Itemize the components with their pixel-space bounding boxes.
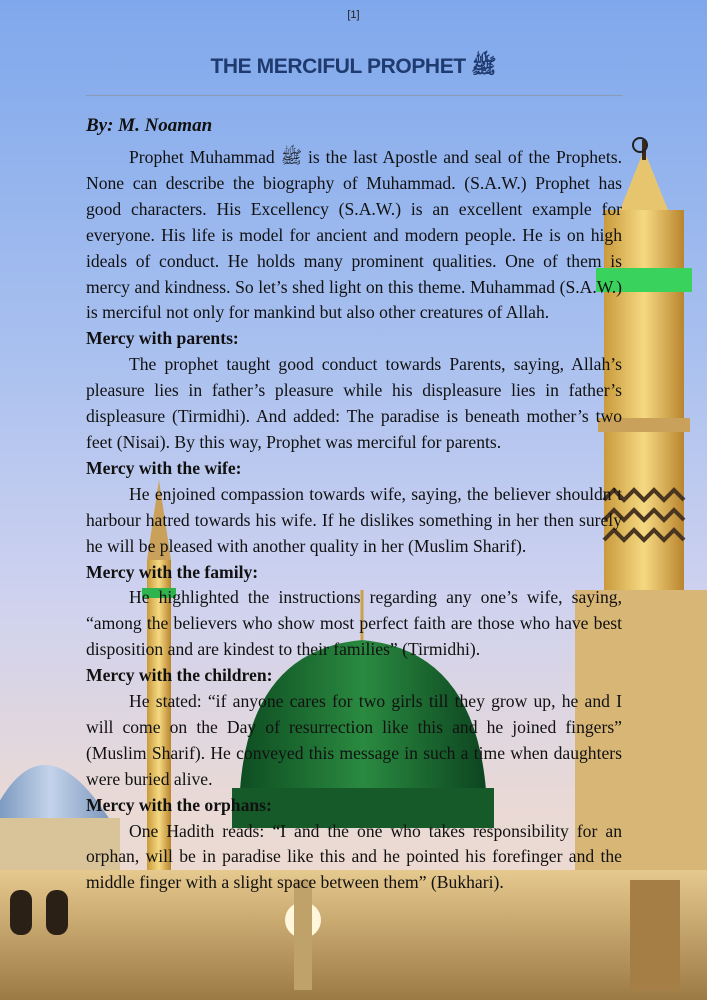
section-heading-family: Mercy with the family: [86,561,259,582]
intro-paragraph: Prophet Muhammad ﷺ is the last Apostle and seal of the Prophets. None can describe the biography of Muhammad. (S.A.W.) Prophet has good characters. His Excellency (S.A.W.) is an excellent example for everyone. His life is model for ancient and modern people. He is on high ideals of conduct. He holds many prominent qualities. One of them is mercy and kindness. So let’s shed light on this theme. Muhammad (S.A.W.) is merciful not only for mankind but also other creatures of Allah. [86,147,622,323]
section-heading-parents: Mercy with parents: [86,328,239,349]
page-number: [1] [347,9,360,21]
article-body [86,113,622,896]
section-heading-orphans: Mercy with the orphans: [86,794,272,815]
author-byline: By: M. Noaman [86,115,213,136]
section-text-parents: The prophet taught good conduct towards Parents, saying, Allah’s pleasure lies in father’s pleasure while his displeasure lies in father’s displeasure (Tirmidhi). And added: The paradise is beneath mother’s two feet (Nisai). By this way, Prophet was merciful for parents. [86,354,622,452]
section-text-children: He stated: “if anyone cares for two girls till they grow up, he and I will come on the Day of resurrection like this and he joined fingers” (Muslim Sharif). He conveyed this message in such a time when daughters were buried alive. [86,691,622,789]
section-text-family: He highlighted the instructions regarding any one’s wife, saying, “among the believers who show most perfect faith are those who have best disposition and are kindest to their families” (Tirmidhi). [86,587,622,660]
section-text-orphans: One Hadith reads: “I and the one who takes responsibility for an orphan, will be in paradise like this and he pointed his forefinger and the middle finger with a slight space between them” (Bukhari). [86,820,622,893]
section-text-wife: He enjoined compassion towards wife, saying, the believer shouldn’t harbour hatred towards his wife. If he dislikes something in her then surely he will be pleased with another quality in her (Muslim Sharif). [86,483,622,556]
article-title: THE MERCIFUL PROPHET ﷺ [210,55,497,78]
section-heading-wife: Mercy with the wife: [86,457,242,478]
title-divider [86,95,623,96]
section-heading-children: Mercy with the children: [86,665,273,686]
